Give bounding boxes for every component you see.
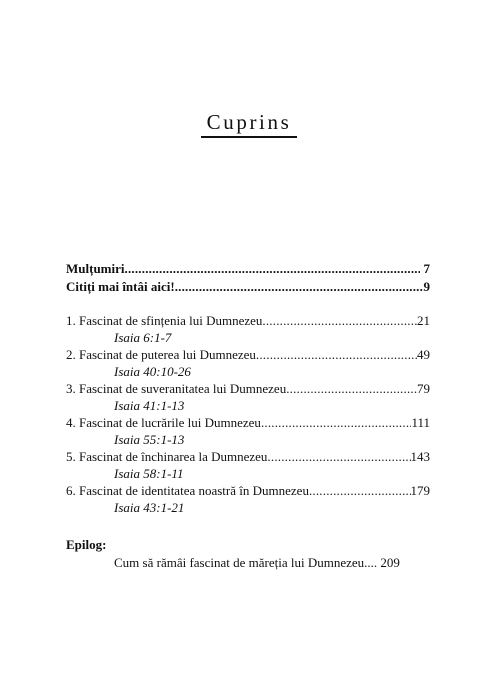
scripture-reference: Isaia 55:1-13	[114, 432, 185, 447]
title-underline	[201, 136, 297, 138]
dot-leader: ....	[364, 555, 378, 570]
toc-entry-page: 111	[411, 415, 430, 430]
toc-entry-label: Citiți mai întâi aici!	[66, 279, 175, 294]
dot-leader	[286, 380, 417, 397]
toc-entry-page: 209	[380, 555, 400, 570]
dot-leader	[125, 260, 421, 278]
toc-entry-page: 179	[410, 483, 430, 498]
toc-entry-label: Mulțumiri	[66, 261, 125, 276]
toc-entry-acknowledgements[interactable]	[66, 260, 430, 278]
toc-entry-chapter-6[interactable]	[66, 482, 430, 499]
chapter-list	[66, 312, 430, 516]
toc-entry-label: Cum să rămâi fascinat de măreția lui Dumnezeu	[114, 555, 365, 570]
toc-entry-label: 2. Fascinat de puterea lui Dumnezeu	[66, 347, 256, 362]
toc-entry-chapter-1[interactable]	[66, 312, 430, 329]
epilog-heading: Epilog:	[66, 537, 107, 552]
scripture-reference: Isaia 43:1-21	[114, 500, 185, 515]
toc-entry-read-first[interactable]	[66, 278, 430, 296]
toc-entry-page: 9	[423, 279, 430, 294]
toc-entry-chapter-5[interactable]	[66, 448, 430, 465]
toc-entry-page: 49	[417, 347, 430, 362]
page-title: Cuprins	[206, 110, 292, 134]
scripture-reference: Isaia 40:10-26	[114, 364, 191, 379]
toc-entry-chapter-4[interactable]	[66, 414, 430, 431]
toc-entry-label: 4. Fascinat de lucrările lui Dumnezeu	[66, 415, 261, 430]
toc-entry-page: 21	[417, 313, 430, 328]
scripture-reference: Isaia 58:1-11	[114, 466, 184, 481]
table-of-contents	[66, 260, 430, 571]
toc-entry-label: 3. Fascinat de suveranitatea lui Dumnezeu	[66, 381, 287, 396]
dot-leader	[175, 278, 424, 296]
toc-entry-page: 79	[417, 381, 430, 396]
dot-leader	[267, 448, 410, 465]
dot-leader	[256, 346, 417, 363]
dot-leader	[309, 482, 411, 499]
toc-entry-page: 143	[410, 449, 430, 464]
toc-entry-label: 1. Fascinat de sfințenia lui Dumnezeu	[66, 313, 263, 328]
dot-leader	[261, 414, 412, 431]
scripture-reference: Isaia 41:1-13	[114, 398, 185, 413]
toc-entry-epilog[interactable]	[66, 554, 430, 571]
toc-entry-chapter-2[interactable]	[66, 346, 430, 363]
title-block	[201, 110, 297, 134]
dot-leader	[262, 312, 417, 329]
scripture-reference: Isaia 6:1-7	[114, 330, 172, 345]
toc-entry-label: 6. Fascinat de identitatea noastră în Dumnezeu	[66, 483, 309, 498]
toc-entry-page: 7	[423, 261, 430, 276]
toc-entry-chapter-3[interactable]	[66, 380, 430, 397]
toc-entry-label: 5. Fascinat de închinarea la Dumnezeu	[66, 449, 268, 464]
